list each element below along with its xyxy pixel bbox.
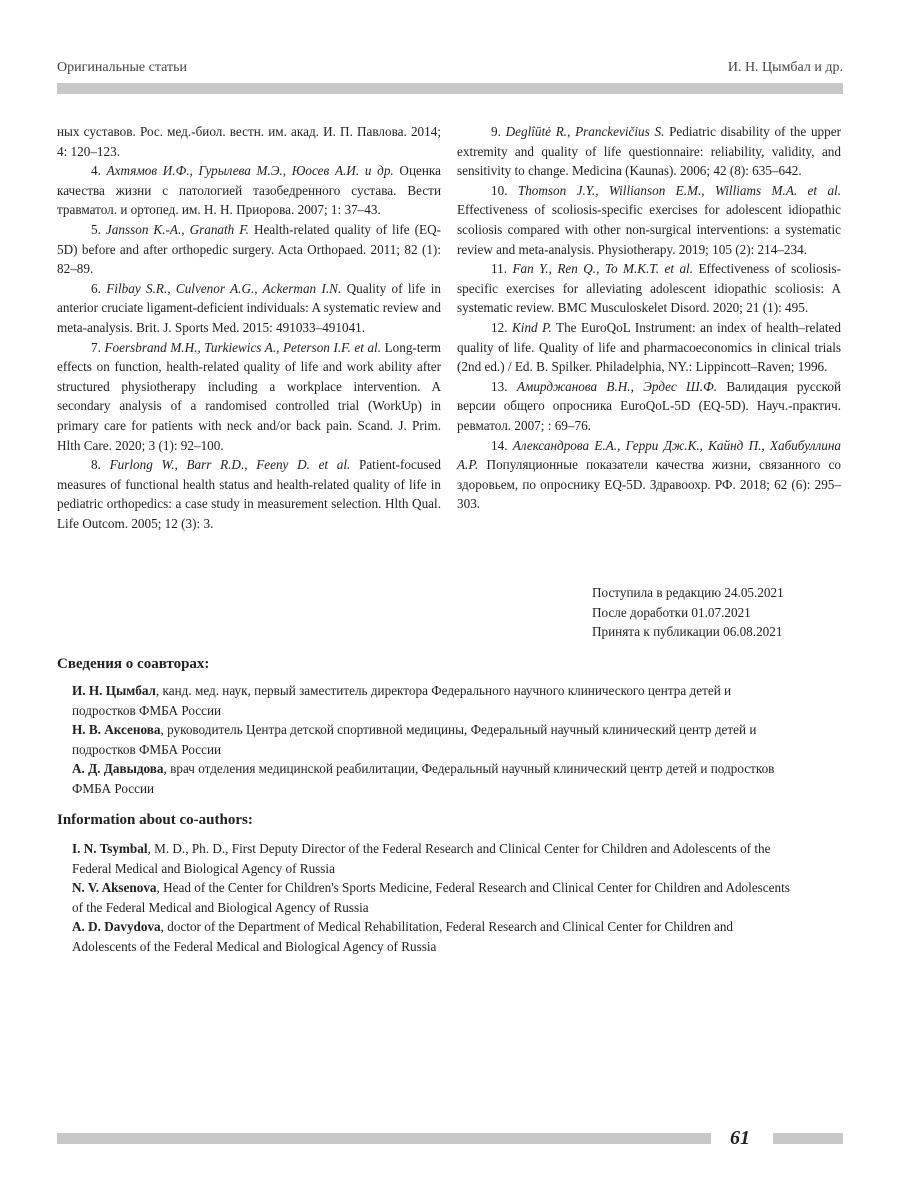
- reference-number: 6.: [91, 280, 101, 296]
- reference-number: 13.: [491, 378, 508, 394]
- coauthor-desc: , M. D., Ph. D., First Deputy Director of the Federal Research and Clinical Center for Children and Adolescents of the Federal Medical and Biological Agency of Russia: [72, 841, 771, 876]
- reference-number: 7.: [91, 339, 101, 355]
- accepted-date: Принята к публикации 06.08.2021: [592, 624, 783, 640]
- reference-number: 12.: [491, 319, 508, 335]
- reference-text: Популяционные показатели качества жизни, связанного со здоровьем, по опроснику EQ-5D. Здравоохр. РФ. 2018; 62 (6): 295–303.: [457, 457, 841, 512]
- coauthor-entry: [72, 878, 792, 917]
- reference-authors: Filbay S.R., Culvenor A.G., Ackerman I.N.: [106, 280, 342, 296]
- coauthor-entry: [72, 681, 792, 720]
- reference-number: 11.: [491, 261, 507, 277]
- reference-9: [457, 122, 841, 181]
- reference-8: [57, 455, 441, 533]
- reference-text: ных суставов. Рос. мед.-биол. вестн. им. акад. И. П. Павлова. 2014; 4: 120–123.: [57, 124, 441, 159]
- reference-number: 9.: [491, 124, 501, 139]
- coauthors-ru-heading: Сведения о соавторах:: [57, 656, 210, 672]
- coauthor-name: Н. В. Аксенова: [72, 722, 161, 738]
- coauthor-name: А. Д. Давыдова: [72, 761, 164, 777]
- reference-14: [457, 436, 841, 514]
- coauthors-en-list: [72, 839, 792, 957]
- running-header: [57, 60, 843, 82]
- coauthor-desc: , врач отделения медицинской реабилитации, Федеральный научный клинический центр детей и подростков ФМБА России: [72, 761, 775, 796]
- reference-text: Pediatric disability of the upper extremity and quality of life questionnaire: reliability, validity, and sensitivity to change. Medicina (Kaunas). 2006; 42 (8): 635–642.: [457, 124, 841, 179]
- reference-number: 8.: [91, 457, 101, 473]
- reference-number: 14.: [491, 437, 508, 453]
- coauthor-name: N. V. Aksenova: [72, 880, 157, 896]
- coauthor-desc: , doctor of the Department of Medical Rehabilitation, Federal Research and Clinical Center for Children and Adolescents of the Federal Medical and Biological Agency of Russia: [72, 919, 734, 954]
- references-left-column: [57, 122, 441, 533]
- reference-authors: Kind P.: [511, 319, 552, 335]
- coauthor-entry: [72, 759, 792, 798]
- coauthor-name: I. N. Tsymbal: [72, 841, 148, 856]
- coauthor-entry: [72, 917, 792, 956]
- coauthor-entry: [72, 720, 792, 759]
- coauthors-ru-list: [72, 681, 792, 799]
- reference-11: [457, 259, 841, 318]
- coauthor-desc: , канд. мед. наук, первый заместитель директора Федерального научного клинического центра детей и подростков ФМБА России: [72, 683, 732, 718]
- coauthor-desc: , Head of the Center for Children's Sports Medicine, Federal Research and Clinical Center for Children and Adolescents of the Federal Medical and Biological Agency of Russia: [72, 880, 790, 915]
- reference-3-cont: [57, 122, 441, 161]
- reference-number: 4.: [91, 163, 101, 179]
- reference-authors: Thomson J.Y., Willianson E.M., Williams M.A. et al.: [517, 182, 842, 198]
- reference-12: [457, 318, 841, 377]
- reference-5: [57, 220, 441, 279]
- reference-6: [57, 279, 441, 338]
- reference-10: [457, 181, 841, 259]
- reference-7: [57, 338, 441, 456]
- reference-authors: Александрова Е.А., Герри Дж.К., Кайнд П., Хабибуллина А.Р.: [457, 437, 841, 473]
- reference-authors: Furlong W., Barr R.D., Feeny D. et al.: [109, 457, 351, 473]
- reference-authors: Jansson K.-A., Granath F.: [105, 221, 249, 237]
- reference-number: 5.: [91, 221, 101, 237]
- reference-text: Оценка качества жизни с патологией тазобедренного сустава. Вести травматол. и ортопед. им. Н. Н. Приорова. 2007; 1: 37–43.: [57, 163, 441, 218]
- reference-authors: Ахтямов И.Ф., Гурылева М.Э., Юосев А.И. и др.: [106, 163, 394, 179]
- footer-rule-left: [57, 1133, 711, 1144]
- reference-number: 10.: [491, 182, 508, 198]
- received-date: Поступила в редакцию 24.05.2021: [592, 585, 784, 600]
- reference-authors: Deglîūtė R., Pranckevičius S.: [505, 124, 665, 139]
- reference-text: Валидация русской версии общего опросника EuroQoL-5D (EQ-5D). Науч.-практич. ревматол. 2007; : 69–76.: [457, 378, 841, 433]
- reference-authors: Foersbrand M.H., Turkiewics A., Peterson I.F. et al.: [104, 339, 382, 355]
- reference-text: Effectiveness of scoliosis-specific exercises for alleviating adolescent idiopathic scoliosis: A systematic review. BMC Musculoskelet Disord. 2020; 21 (1): 495.: [457, 261, 841, 316]
- reference-authors: Fan Y., Ren Q., To M.K.T. et al.: [512, 261, 694, 277]
- reference-text: The EuroQoL Instrument: an index of health–related quality of life. Quality of life and pharmacoeconomics in clinical trials (2nd ed.) / Ed. B. Spilker. Philadelphia, NY.: Lippincott–Raven; 1996.: [457, 319, 841, 375]
- page-number: 61: [730, 1127, 750, 1149]
- header-rule: [57, 83, 843, 94]
- reference-text: Health-related quality of life (EQ-5D) before and after orthopedic surgery. Acta Orthopaed. 2011; 82 (1): 82–89.: [57, 221, 442, 277]
- revised-date: После доработки 01.07.2021: [592, 604, 751, 620]
- authors-running-title: И. Н. Цымбал и др.: [727, 60, 843, 75]
- section-name: Оригинальные статьи: [57, 60, 187, 75]
- coauthor-entry: [72, 839, 792, 878]
- references-right-column: [457, 122, 841, 514]
- coauthor-desc: , руководитель Центра детской спортивной медицины, Федеральный научный клинический центр детей и подростков ФМБА России: [72, 722, 757, 757]
- reference-text: Effectiveness of scoliosis-specific exercises for adolescent idiopathic scoliosis compared with other non-surgical interventions: a systematic review and meta-analysis. Physiotherapy. 2019; 105 (2): 214–234.: [457, 202, 841, 257]
- reference-4: [57, 161, 441, 220]
- reference-13: [457, 377, 841, 436]
- footer-rule-right: [773, 1133, 843, 1144]
- submission-dates: [592, 583, 784, 642]
- coauthors-en-heading: Information about co-authors:: [57, 812, 253, 828]
- coauthor-name: И. Н. Цымбал: [72, 683, 156, 698]
- reference-text: Patient-focused measures of functional health status and health-related quality of life in pediatric orthopedics: a case study in measurement selection. Hlth Qual. Life Outcom. 2005; 12 (3): 3.: [57, 457, 442, 531]
- reference-text: Long-term effects on function, health-related quality of life and work ability after structured physiotherapy including a workplace intervention. A secondary analysis of a randomised controlled trial (WorkUp) in primary care for patients with neck and/or back pain. Scand. J. Prim. Hlth Care. 2020; 3 (1): 92–100.: [57, 339, 441, 453]
- coauthor-name: A. D. Davydova: [72, 919, 161, 935]
- reference-authors: Амирджанова В.Н., Эрдес Ш.Ф.: [516, 378, 718, 394]
- reference-text: Quality of life in anterior cruciate ligament-deficient individuals: A systematic review and meta-analysis. Brit. J. Sports Med. 2015: 491033–491041.: [57, 280, 442, 335]
